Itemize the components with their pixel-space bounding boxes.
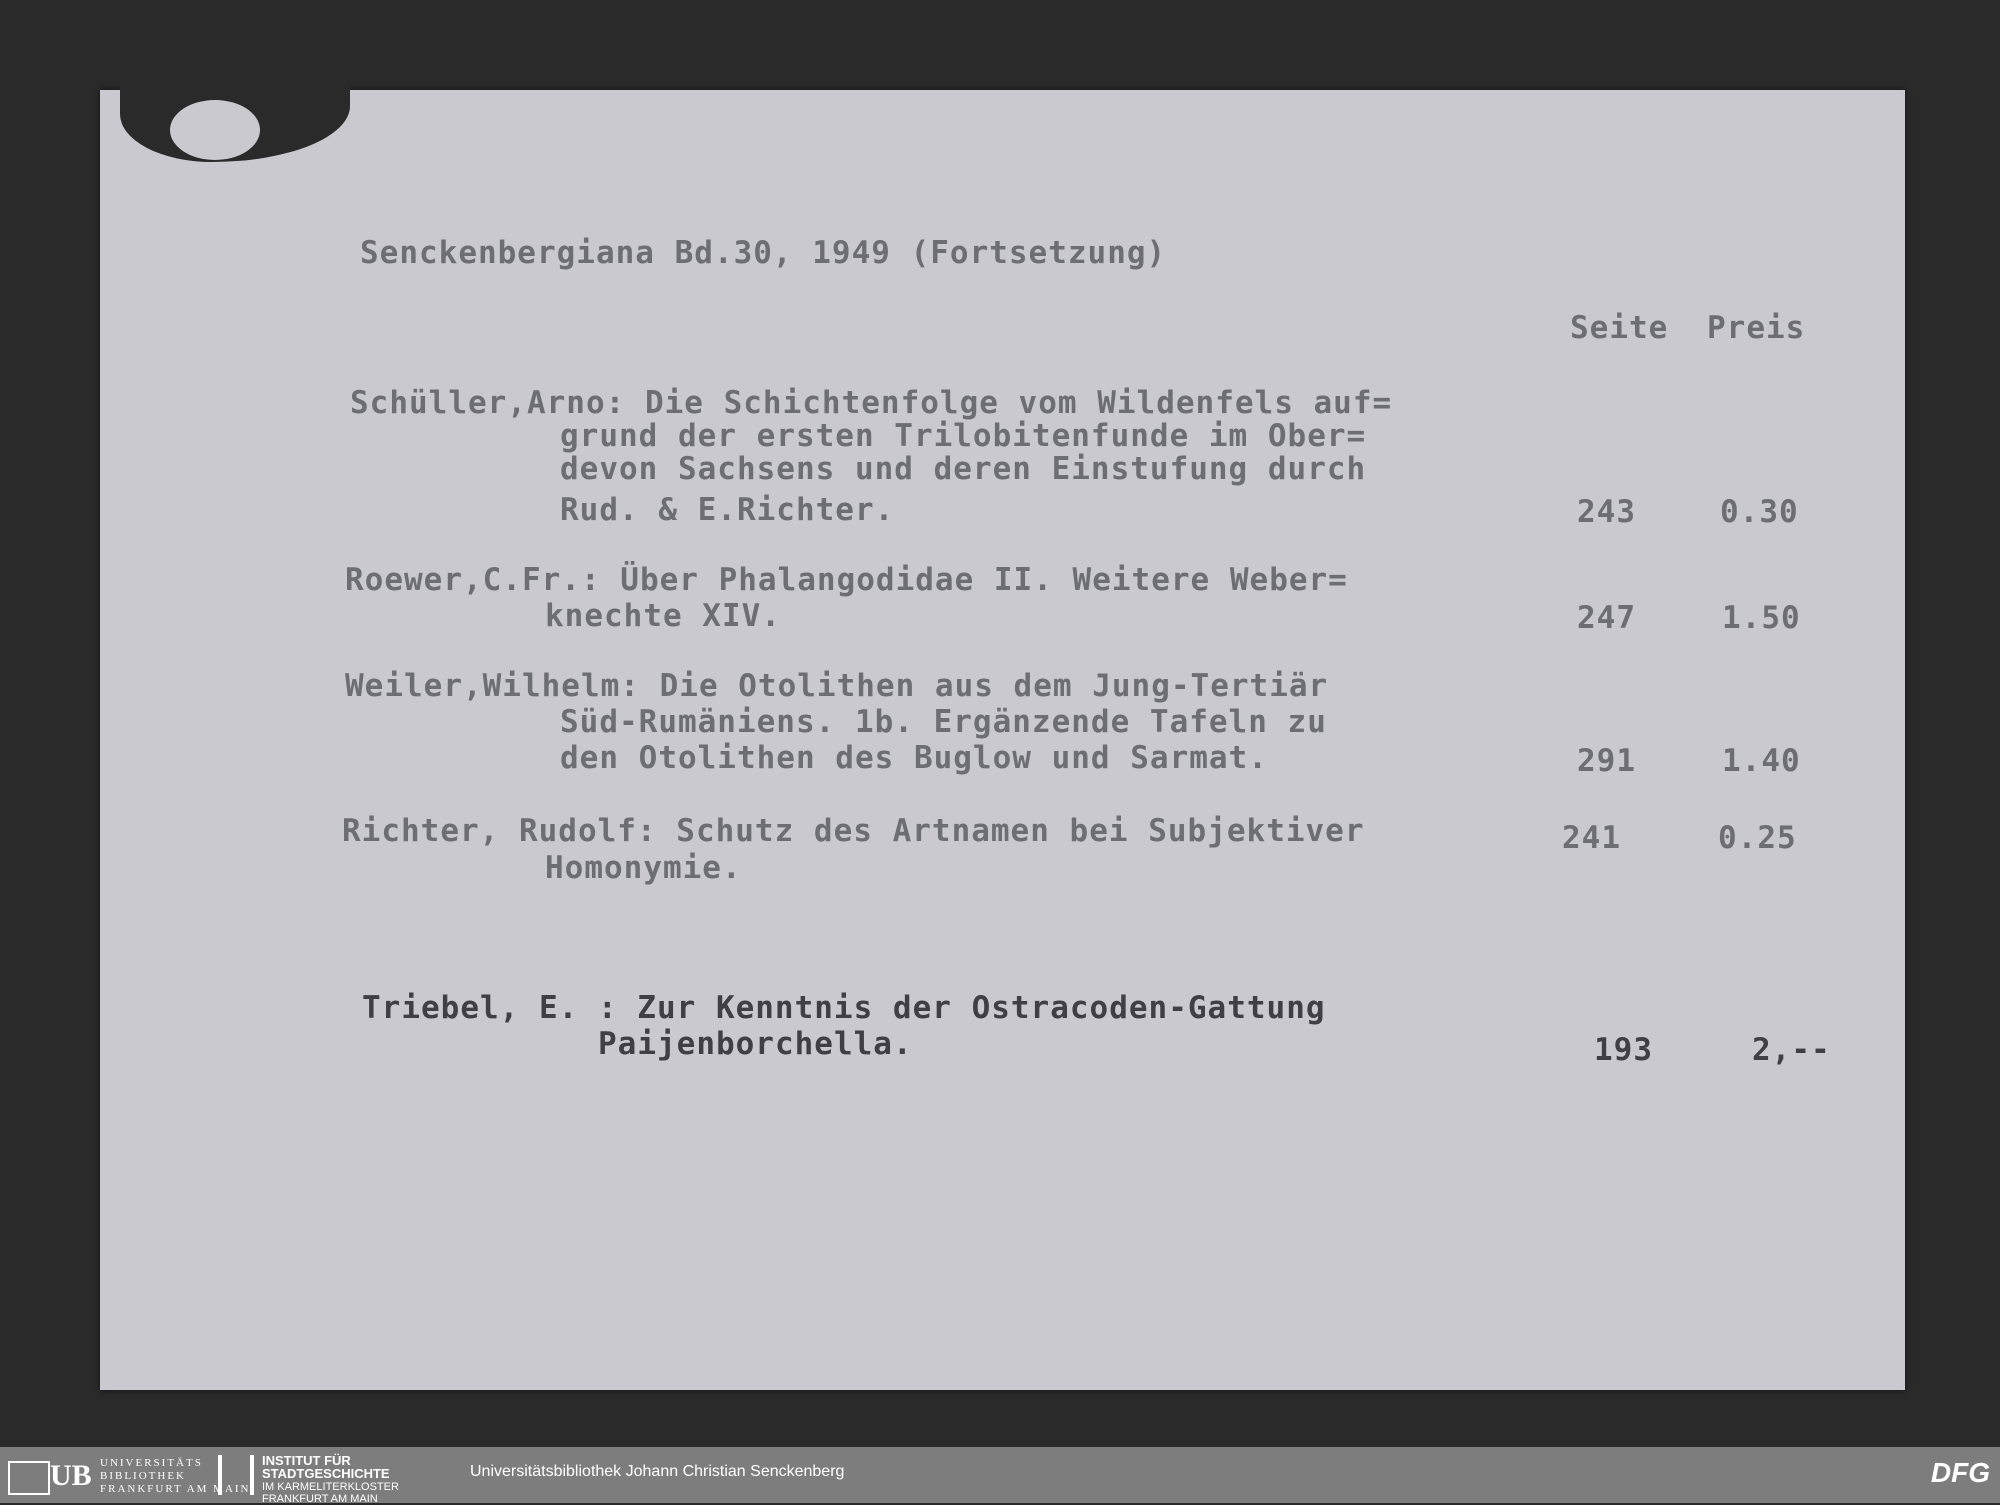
uni-line-3: FRANKFURT AM MAIN	[100, 1483, 251, 1495]
entry-1-line-3: devon Sachsens und deren Einstufung durch	[560, 451, 1367, 487]
entry-1-seite: 243	[1577, 494, 1636, 530]
entry-4-preis: 0.25	[1718, 820, 1797, 856]
entry-4-line-2: Homonymie.	[545, 850, 742, 886]
torn-corner-edge	[170, 100, 260, 160]
entry-5-preis: 2,--	[1752, 1032, 1831, 1068]
entry-3-line-1: Weiler,Wilhelm: Die Otolithen aus dem Jung-Tertiär	[345, 668, 1329, 704]
inst-line-3: IM KARMELITERKLOSTER	[262, 1481, 399, 1493]
entry-1-preis: 0.30	[1720, 494, 1799, 530]
column-header-seite: Seite	[1570, 310, 1669, 346]
entry-2-seite: 247	[1577, 600, 1636, 636]
library-name: Universitätsbibliothek Johann Christian Senckenberg	[470, 1463, 845, 1480]
inst-line-1: INSTITUT FÜR	[262, 1453, 351, 1468]
entry-3-seite: 291	[1577, 743, 1636, 779]
entry-2-line-1: Roewer,C.Fr.: Über Phalangodidae II. Weitere Weber=	[345, 562, 1348, 598]
ub-logo-text: UB	[50, 1459, 92, 1492]
entry-4-seite: 241	[1562, 820, 1621, 856]
entry-1-line-2: grund der ersten Trilobitenfunde im Ober=	[560, 418, 1367, 454]
document-heading: Senckenbergiana Bd.30, 1949 (Fortsetzung)	[360, 235, 1167, 271]
entry-5-line-2: Paijenborchella.	[598, 1026, 913, 1062]
entry-1-line-1: Schüller,Arno: Die Schichtenfolge vom Wildenfels auf=	[350, 385, 1393, 421]
column-header-preis: Preis	[1707, 310, 1806, 346]
entry-5-line-1: Triebel, E. : Zur Kenntnis der Ostracoden-Gattung	[362, 990, 1326, 1026]
ub-logo-icon	[8, 1461, 50, 1495]
entry-3-preis: 1.40	[1722, 743, 1801, 779]
institute-label	[262, 1455, 399, 1505]
entry-3-line-3: den Otolithen des Buglow und Sarmat.	[560, 740, 1268, 776]
uni-line-1: UNIVERSITÄTS	[100, 1457, 203, 1469]
entry-2-line-2: knechte XIV.	[545, 598, 781, 634]
entry-1-line-4: Rud. & E.Richter.	[560, 492, 895, 528]
uni-line-2: BIBLIOTHEK	[100, 1470, 186, 1482]
entry-3-line-2: Süd-Rumäniens. 1b. Ergänzende Tafeln zu	[560, 704, 1327, 740]
dfg-logo: DFG	[1930, 1457, 1990, 1488]
entry-4-line-1: Richter, Rudolf: Schutz des Artnamen bei Subjektiver	[342, 813, 1365, 849]
footer-bar	[0, 1447, 2000, 1503]
entry-5-seite: 193	[1594, 1032, 1653, 1068]
inst-line-4: FRANKFURT AM MAIN	[262, 1493, 378, 1505]
inst-line-2: STADTGESCHICHTE	[262, 1466, 390, 1481]
institute-logo-icon	[218, 1455, 254, 1495]
entry-2-preis: 1.50	[1722, 600, 1801, 636]
